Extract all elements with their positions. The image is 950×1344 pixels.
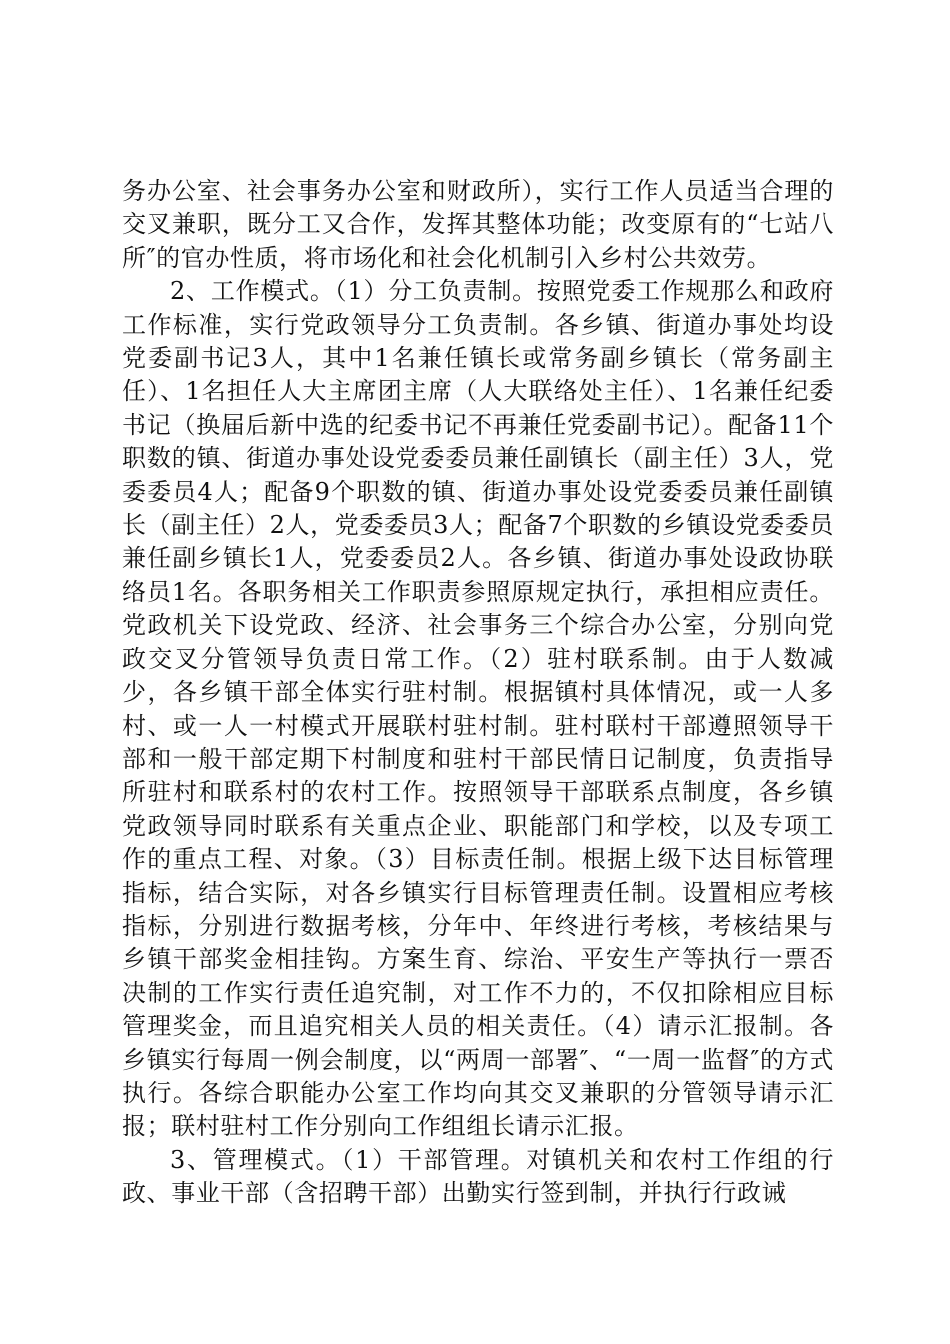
paragraph-continuation: 务办公室、社会事务办公室和财政所），实行工作人员适当合理的交叉兼职，既分工又合作，发挥其整体功能；改变原有的“七站八所″的官办性质，将市场化和社会化机制引入乡村公共效劳。	[122, 177, 834, 272]
document-body	[122, 175, 834, 1211]
paragraph-management-mode: 3、管理模式。（1）干部管理。对镇机关和农村工作组的行政、事业干部（含招聘干部）出勤实行签到制，并执行行政诫	[122, 1145, 834, 1208]
paragraph-work-mode: 2、工作模式。（1）分工负责制。按照党委工作规那么和政府工作标准，实行党政领导分工负责制。各乡镇、街道办事处均设党委副书记3人，其中1名兼任镇长或常务副乡镇长（常务副主任）、1名担任人大主席团主席（人大联络处主任）、1名兼任纪委书记（换届后新中选的纪委书记不再兼任党委副书记）。配备11个职数的镇、街道办事处设党委委员兼任副镇长（副主任）3人，党委委员4人；配备9个职数的镇、街道办事处设党委委员兼任副镇长（副主任）2人，党委委员3人；配备7个职数的乡镇设党委委员兼任副乡镇长1人，党委委员2人。各乡镇、街道办事处设政协联络员1名。各职务相关工作职责参照原规定执行，承担相应责任。党政机关下设党政、经济、社会事务三个综合办公室，分别向党政交叉分管领导负责日常工作。（2）驻村联系制。由于人数减少，各乡镇干部全体实行驻村制。根据镇村具体情况，或一人多村、或一人一村模式开展联村驻村制。驻村联村干部遵照领导干部和一般干部定期下村制度和驻村干部民情日记制度，负责指导所驻村和联系村的农村工作。按照领导干部联系点制度，各乡镇党政领导同时联系有关重点企业、职能部门和学校，以及专项工作的重点工程、对象。（3）目标责任制。根据上级下达目标管理指标，结合实际，对各乡镇实行目标管理责任制。设置相应考核指标，分别进行数据考核，分年中、年终进行考核，考核结果与乡镇干部奖金相挂钩。方案生育、综治、平安生产等执行一票否决制的工作实行责任追究制，对工作不力的，不仅扣除相应目标管理奖金，而且追究相关人员的相关责任。（4）请示汇报制。各乡镇实行每周一例会制度，以“两周一部署″、“一周一监督″的方式执行。各综合职能办公室工作均向其交叉兼职的分管领导请示汇报；联村驻村工作分别向工作组组长请示汇报。	[122, 277, 834, 1141]
